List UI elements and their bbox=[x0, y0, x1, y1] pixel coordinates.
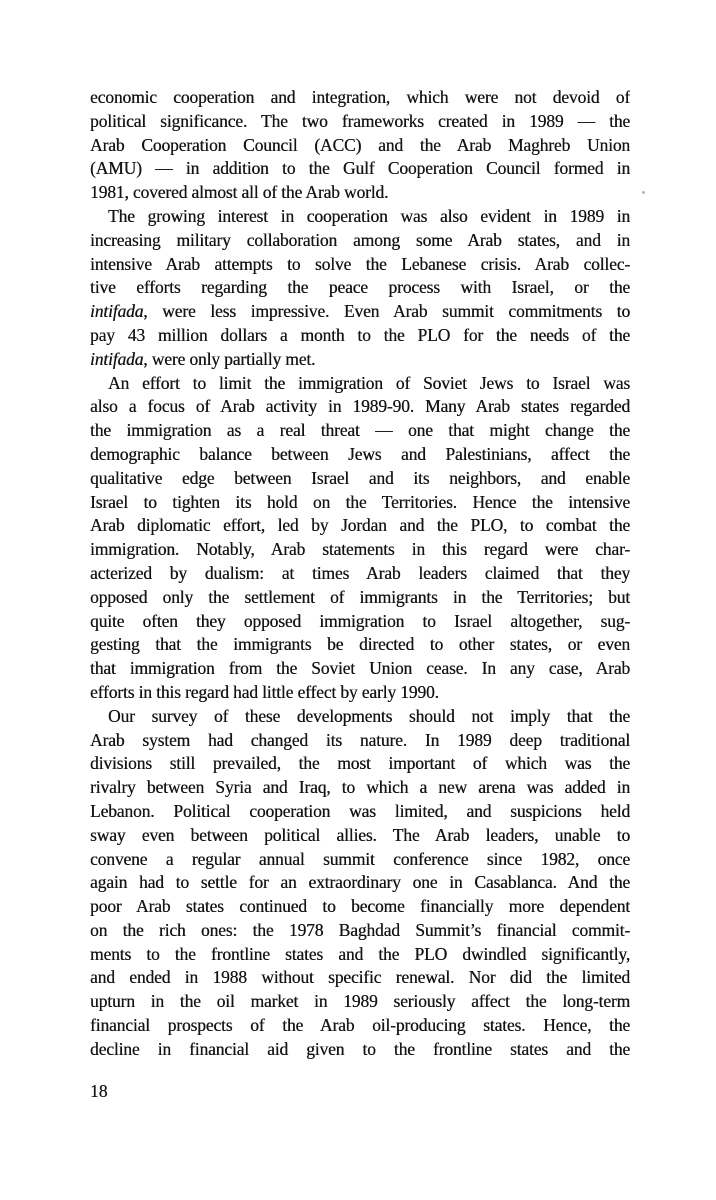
text-line: opposed only the settlement of immigrants in the Territories; but bbox=[90, 586, 630, 607]
text-line: pay 43 million dollars a month to the PLO for the needs of the bbox=[90, 324, 630, 345]
text-line: Arab diplomatic effort, led by Jordan and the PLO, to combat the bbox=[90, 515, 630, 536]
text-line: the immigration as a real threat — one that might change the bbox=[90, 420, 630, 441]
text-line: (AMU) — in addition to the Gulf Cooperation Council formed in bbox=[90, 158, 630, 179]
text-line: increasing military collaboration among some Arab states, and in bbox=[90, 229, 630, 250]
text-line: efforts in this regard had little effect by early 1990. bbox=[90, 681, 439, 702]
text-line: Israel to tighten its hold on the Territories. Hence the intensive bbox=[90, 491, 630, 512]
text-line: Arab Cooperation Council (ACC) and the Arab Maghreb Union bbox=[90, 134, 630, 155]
text-line: intifada, were less impressive. Even Arab summit commitments to bbox=[90, 301, 630, 322]
text-line: and ended in 1988 without specific renewal. Nor did the limited bbox=[90, 967, 630, 988]
text-line: that immigration from the Soviet Union cease. In any case, Arab bbox=[90, 658, 630, 679]
body-text bbox=[90, 86, 630, 1062]
text-line: tive efforts regarding the peace process with Israel, or the bbox=[90, 277, 630, 298]
text-line: rivalry between Syria and Iraq, to which a new arena was added in bbox=[90, 777, 630, 798]
text-line: divisions still prevailed, the most important of which was the bbox=[90, 753, 630, 774]
text-line: decline in financial aid given to the frontline states and the bbox=[90, 1038, 630, 1059]
text-line: The growing interest in cooperation was also evident in 1989 in bbox=[108, 205, 630, 226]
page-number: 18 bbox=[90, 1081, 108, 1101]
text-line: upturn in the oil market in 1989 seriously affect the long-term bbox=[90, 991, 630, 1012]
text-line: convene a regular annual summit conference since 1982, once bbox=[90, 848, 630, 869]
text-line: ments to the frontline states and the PLO dwindled significantly, bbox=[90, 943, 630, 964]
text-line: intifada, were only partially met. bbox=[90, 348, 316, 369]
text-line: intensive Arab attempts to solve the Lebanese crisis. Arab collec- bbox=[90, 253, 630, 274]
text-line: economic cooperation and integration, which were not devoid of bbox=[90, 87, 630, 107]
text-line: 1981, covered almost all of the Arab world. bbox=[90, 182, 389, 203]
text-line: quite often they opposed immigration to Israel altogether, sug- bbox=[90, 610, 630, 631]
text-line: also a focus of Arab activity in 1989-90. Many Arab states regarded bbox=[90, 396, 630, 417]
scan-speck-artifact bbox=[642, 191, 645, 194]
text-line: poor Arab states continued to become financially more dependent bbox=[90, 896, 630, 917]
text-line: An effort to limit the immigration of Soviet Jews to Israel was bbox=[108, 372, 630, 393]
text-line: on the rich ones: the 1978 Baghdad Summit’s financial commit- bbox=[90, 919, 630, 940]
text-line: financial prospects of the Arab oil-producing states. Hence, the bbox=[90, 1015, 630, 1036]
text-line: Our survey of these developments should not imply that the bbox=[108, 705, 630, 726]
text-line: political significance. The two frameworks created in 1989 — the bbox=[90, 110, 630, 131]
text-line: qualitative edge between Israel and its neighbors, and enable bbox=[90, 467, 630, 488]
text-line: gesting that the immigrants be directed to other states, or even bbox=[90, 634, 630, 655]
text-line: demographic balance between Jews and Palestinians, affect the bbox=[90, 443, 630, 464]
text-line: immigration. Notably, Arab statements in this regard were char- bbox=[90, 539, 630, 560]
text-line: sway even between political allies. The Arab leaders, unable to bbox=[90, 824, 630, 845]
text-line: acterized by dualism: at times Arab leaders claimed that they bbox=[90, 562, 630, 583]
text-line: again had to settle for an extraordinary one in Casablanca. And the bbox=[90, 872, 630, 893]
text-line: Arab system had changed its nature. In 1989 deep traditional bbox=[90, 729, 630, 750]
text-line: Lebanon. Political cooperation was limited, and suspicions held bbox=[90, 800, 630, 821]
